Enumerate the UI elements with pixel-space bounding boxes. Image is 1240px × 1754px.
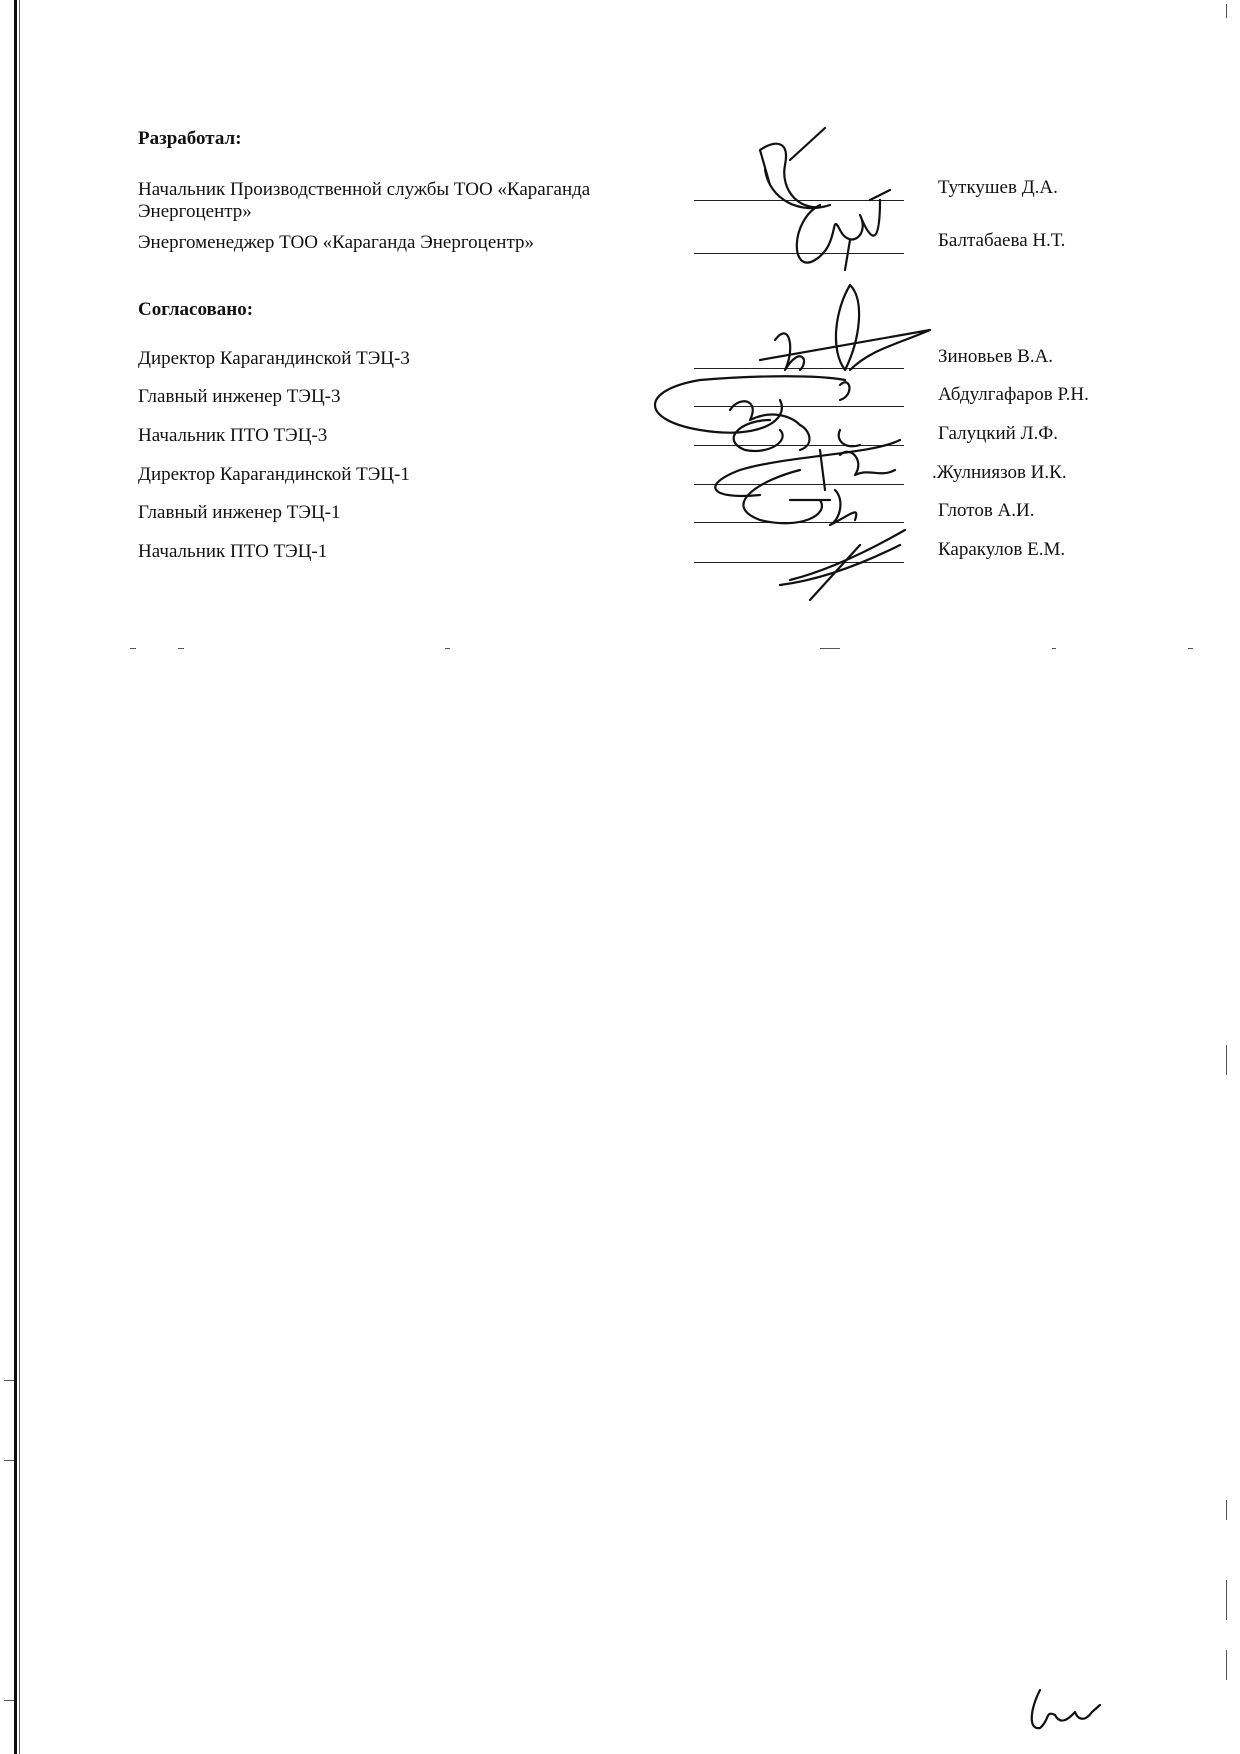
signature-baltabaeva bbox=[797, 190, 890, 270]
signer-role-developed-1: Начальник Производственной службы ТОО «Караганда Энергоцентр» bbox=[138, 179, 591, 222]
scan-artifact bbox=[1226, 4, 1227, 18]
signer-role-agreed-3: Начальник ПТО ТЭЦ-3 bbox=[138, 425, 328, 446]
signer-name-agreed-3: Галуцкий Л.Ф. bbox=[938, 423, 1058, 444]
signer-role-agreed-6: Начальник ПТО ТЭЦ-1 bbox=[138, 541, 328, 562]
scan-artifact bbox=[445, 648, 450, 649]
scan-artifact bbox=[178, 648, 184, 649]
signer-role-agreed-2: Главный инженер ТЭЦ-3 bbox=[138, 386, 341, 407]
signer-name-agreed-2: Абдулгафаров Р.Н. bbox=[938, 384, 1089, 405]
signer-name-developed-2: Балтабаева Н.Т. bbox=[938, 230, 1066, 251]
signature-karakulov bbox=[780, 530, 905, 600]
signer-role-agreed-4: Директор Карагандинской ТЭЦ-1 bbox=[138, 464, 410, 485]
scan-artifact bbox=[4, 1460, 14, 1461]
signer-role-agreed-1: Директор Карагандинской ТЭЦ-3 bbox=[138, 348, 410, 369]
signature-glotov bbox=[743, 470, 856, 525]
scan-artifact bbox=[1188, 648, 1193, 649]
scan-artifact bbox=[1226, 1500, 1227, 1520]
scan-artifact bbox=[4, 1700, 14, 1701]
section-heading-agreed: Согласовано: bbox=[138, 299, 254, 320]
signer-name-agreed-1: Зиновьев В.А. bbox=[938, 346, 1054, 367]
scan-artifact bbox=[1052, 648, 1056, 649]
signer-role-developed-2: Энергоменеджер ТОО «Караганда Энергоцентр» bbox=[138, 232, 534, 253]
section-heading-developed: Разработал: bbox=[138, 128, 242, 149]
scan-artifact bbox=[1226, 1045, 1227, 1075]
signer-name-agreed-6: Каракулов Е.М. bbox=[938, 539, 1066, 560]
scan-artifact bbox=[1226, 1580, 1227, 1620]
scan-artifact bbox=[820, 648, 840, 649]
signature-initials-footer bbox=[1032, 1690, 1100, 1728]
scan-artifact bbox=[4, 1380, 14, 1381]
signer-name-developed-1: Туткушев Д.А. bbox=[938, 177, 1058, 198]
scan-artifact bbox=[1226, 1650, 1227, 1680]
signer-name-agreed-4: .Жулниязов И.К. bbox=[932, 462, 1067, 483]
scan-artifact bbox=[130, 648, 136, 649]
signer-role-agreed-5: Главный инженер ТЭЦ-1 bbox=[138, 502, 341, 523]
signature-galutsky bbox=[734, 420, 860, 451]
signature-tutkushev bbox=[760, 128, 830, 208]
signature-abdulgafarov bbox=[655, 376, 849, 432]
signature-zinovyev bbox=[760, 285, 930, 370]
signer-name-agreed-5: Глотов А.И. bbox=[938, 500, 1035, 521]
